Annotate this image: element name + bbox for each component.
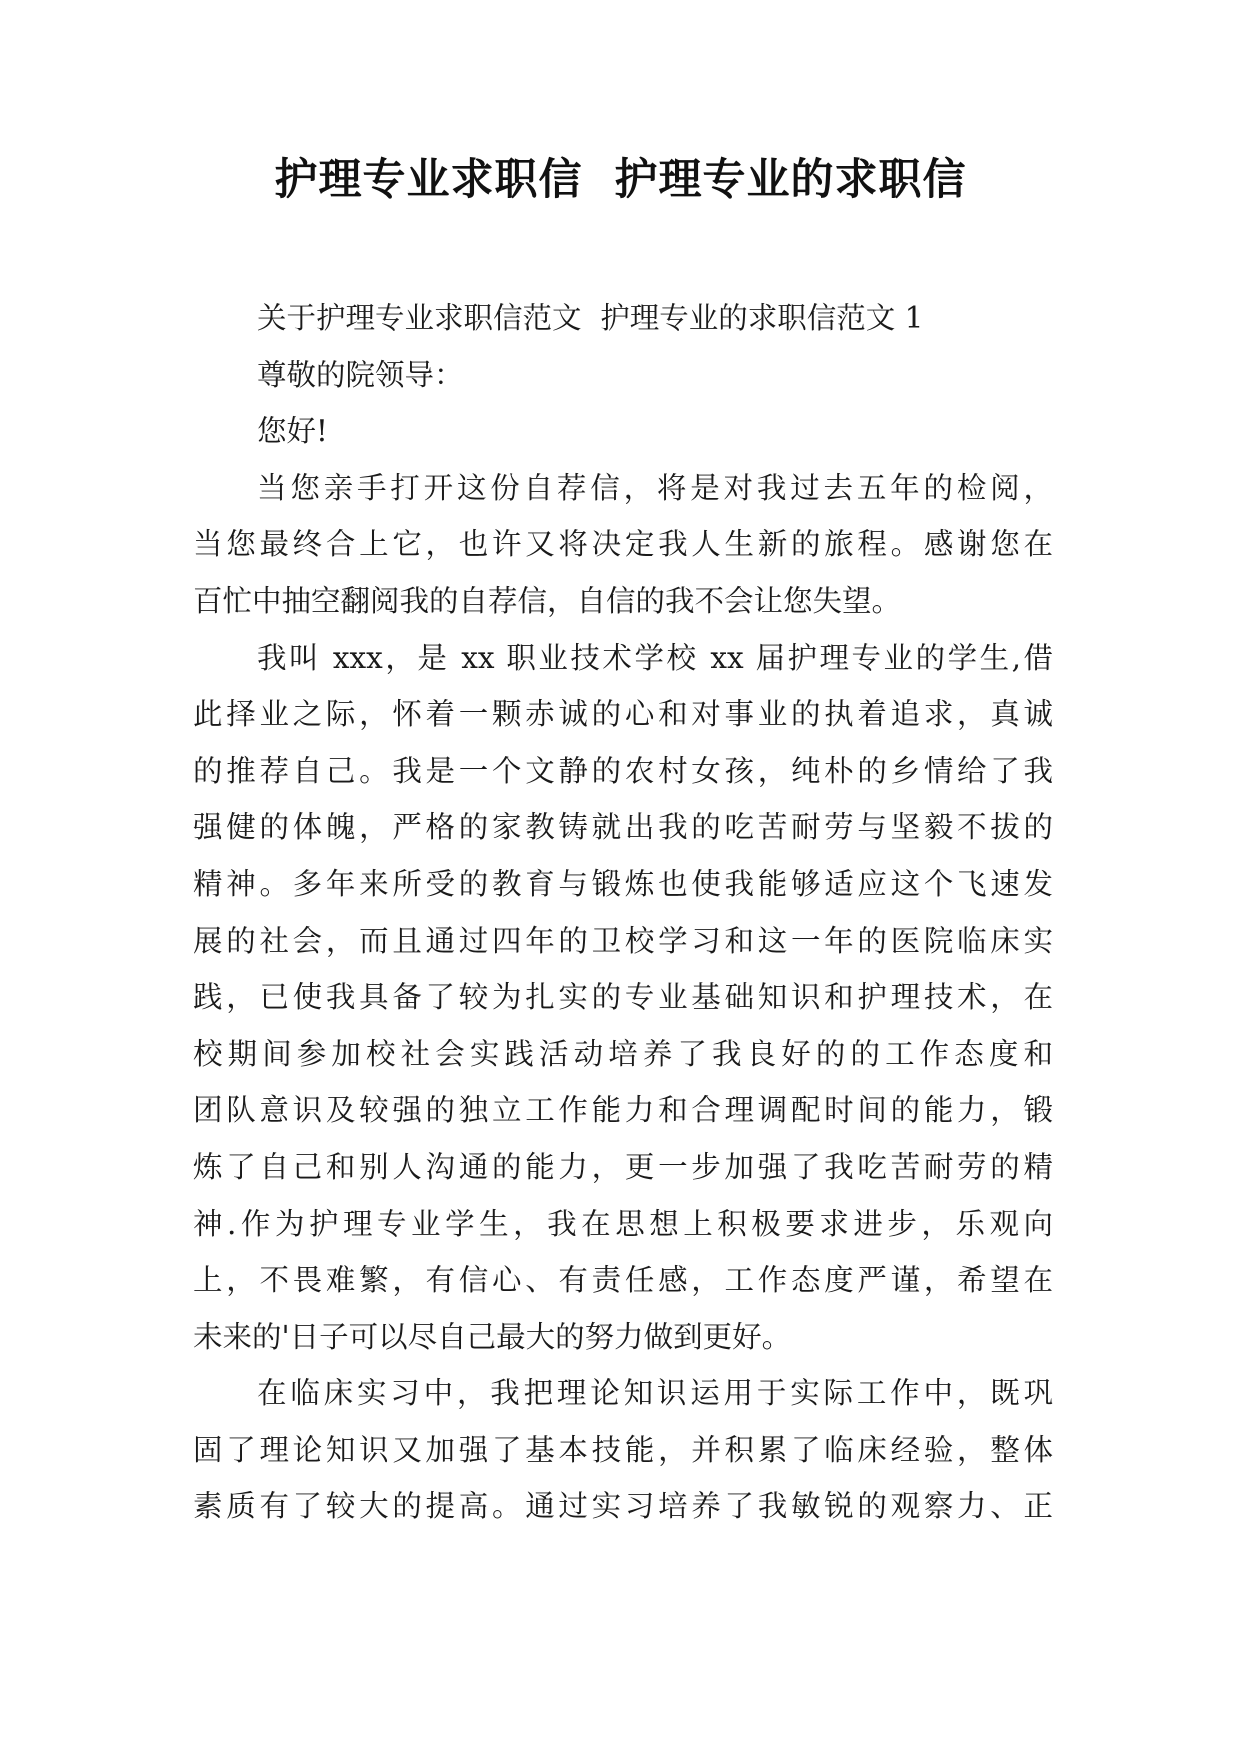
text-line: 团队意识及较强的独立工作能力和合理调配时间的能力，锻 bbox=[193, 1093, 1053, 1128]
text-line: 固了理论知识又加强了基本技能，并积累了临床经验，整体 bbox=[193, 1432, 1053, 1467]
text-line: 上，不畏难繁，有信心、有责任感，工作态度严谨，希望在 bbox=[193, 1263, 1053, 1298]
text-line: 展的社会，而且通过四年的卫校学习和这一年的医院临床实 bbox=[193, 923, 1053, 958]
text-line: 您好! bbox=[257, 414, 328, 449]
text-line: 百忙中抽空翻阅我的自荐信，自信的我不会让您失望。 bbox=[193, 583, 902, 618]
text-line: 此择业之际，怀着一颗赤诚的心和对事业的执着追求，真诚 bbox=[193, 697, 1053, 732]
document-title: 护理专业求职信 护理专业的求职信 bbox=[274, 155, 967, 205]
text-line: 精神。多年来所受的教育与锻炼也使我能够适应这个飞速发 bbox=[193, 866, 1053, 901]
document-body bbox=[193, 290, 1053, 1535]
text-line: 践，已使我具备了较为扎实的专业基础知识和护理技术，在 bbox=[193, 980, 1053, 1015]
text-line: 未来的'日子可以尽自己最大的努力做到更好。 bbox=[193, 1319, 792, 1354]
text-line: 炼了自己和别人沟通的能力，更一步加强了我吃苦耐劳的精 bbox=[193, 1149, 1053, 1184]
text-line: 强健的体魄，严格的家教铸就出我的吃苦耐劳与坚毅不拔的 bbox=[193, 810, 1053, 845]
text-line: 素质有了较大的提高。通过实习培养了我敏锐的观察力、正 bbox=[193, 1489, 1053, 1524]
text-line: 校期间参加校社会实践活动培养了我良好的的工作态度和 bbox=[193, 1036, 1053, 1071]
text-line: 神.作为护理专业学生，我在思想上积极要求进步，乐观向 bbox=[193, 1206, 1053, 1241]
text-line: 当您最终合上它，也许又将决定我人生新的旅程。感谢您在 bbox=[193, 527, 1053, 562]
text-line: 关于护理专业求职信范文 护理专业的求职信范文 1 bbox=[257, 301, 924, 335]
text-line: 尊敬的院领导： bbox=[257, 357, 464, 392]
text-line: 当您亲手打开这份自荐信，将是对我过去五年的检阅， bbox=[257, 470, 1053, 505]
text-line: 在临床实习中，我把理论知识运用于实际工作中，既巩 bbox=[257, 1376, 1053, 1411]
text-line: 的推荐自己。我是一个文静的农村女孩，纯朴的乡情给了我 bbox=[193, 753, 1053, 788]
text-line: 我叫 xxx，是 xx 职业技术学校 xx 届护理专业的学生,借 bbox=[257, 640, 1053, 675]
